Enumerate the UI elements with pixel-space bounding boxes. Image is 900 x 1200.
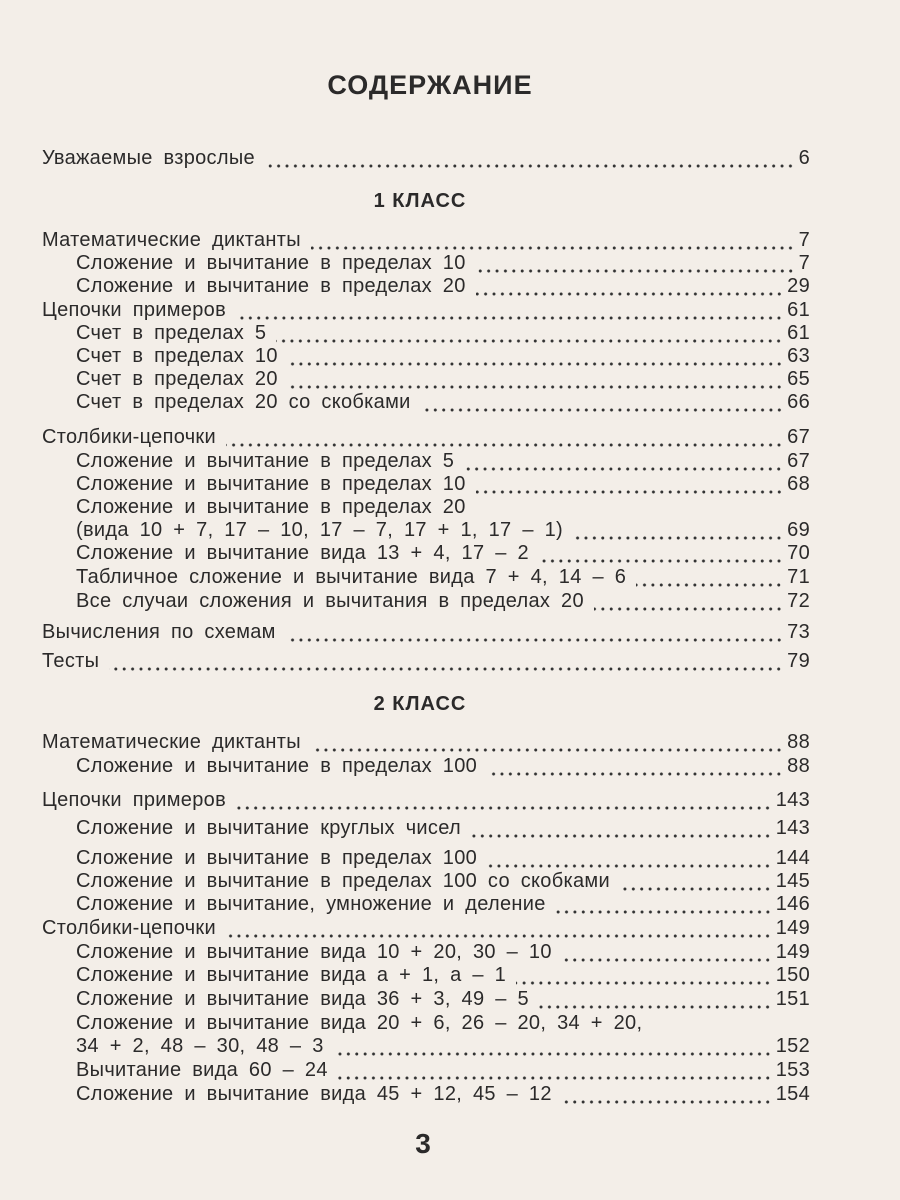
toc-subentry: [76, 344, 810, 368]
leader-dots: [476, 495, 806, 519]
toc-label: Столбики-цепочки: [42, 917, 216, 939]
toc-page: 6: [798, 147, 810, 169]
leader-dots: [562, 940, 772, 964]
toc-subentry: [76, 1058, 810, 1082]
toc-subentry: [76, 816, 810, 840]
leader-dots: [421, 390, 784, 414]
leader-dots: [594, 589, 783, 613]
toc-label: Вычитание вида 60 – 24: [76, 1059, 328, 1081]
toc-label: Сложение и вычитание, умножение и деление: [76, 893, 546, 915]
toc-subentry: [76, 963, 810, 987]
toc-label: Сложение и вычитание в пределах 100: [76, 847, 478, 869]
toc-entry: [42, 425, 810, 449]
leader-dots: [476, 274, 783, 298]
leader-dots: [476, 251, 795, 275]
toc-page: 66: [787, 391, 810, 413]
leader-dots: [487, 754, 783, 778]
leader-dots: [476, 472, 783, 496]
toc-label: Табличное сложение и вычитание вида 7 + 4, 14 – 6: [76, 566, 627, 588]
toc-page: 88: [787, 731, 810, 753]
leader-dots: [487, 846, 772, 870]
toc-label: Уважаемые взрослые: [42, 147, 255, 169]
page-title: СОДЕРЖАНИЕ: [327, 70, 533, 100]
leader-dots: [226, 425, 783, 449]
toc-subentry: [76, 472, 810, 496]
leader-dots: [236, 298, 783, 322]
grade-2-heading: 2 КЛАСС: [373, 693, 467, 715]
toc-subentry: [76, 541, 810, 565]
toc-page: 88: [787, 755, 810, 777]
toc-label: Сложение и вычитание вида 36 + 3, 49 – 5: [76, 988, 529, 1010]
toc-label: Сложение и вычитание в пределах 100: [76, 755, 478, 777]
page-number: 3: [415, 1128, 431, 1159]
toc-subentry: [76, 1082, 810, 1106]
leader-dots: [562, 1082, 772, 1106]
toc-entry: [42, 916, 810, 940]
toc-label: Цепочки примеров: [42, 299, 226, 321]
toc-page: 153: [775, 1059, 810, 1081]
leader-dots: [311, 730, 783, 754]
toc-label: Сложение и вычитание в пределах 10: [76, 473, 466, 495]
toc-page: 61: [787, 299, 810, 321]
toc-label: Сложение и вычитание в пределах 20: [76, 275, 466, 297]
toc-subentry: [76, 892, 810, 916]
toc-label: Сложение и вычитание в пределах 5: [76, 450, 455, 472]
toc-entry: [42, 298, 810, 322]
toc-page: 67: [787, 450, 810, 472]
toc-subentry: [76, 565, 810, 589]
leader-dots: [236, 788, 772, 812]
leader-dots: [464, 449, 783, 473]
toc-label: Счет в пределах 20: [76, 368, 278, 390]
leader-dots: [652, 1011, 806, 1035]
toc-entry: [42, 228, 810, 252]
toc-label: Сложение и вычитание вида а + 1, а – 1: [76, 964, 507, 986]
toc-page: 7: [798, 252, 810, 274]
leader-dots: [573, 518, 783, 542]
toc-page: 150: [775, 964, 810, 986]
toc-page: 154: [775, 1083, 810, 1105]
toc-page: 146: [775, 893, 810, 915]
leader-dots: [539, 987, 772, 1011]
toc-label: Цепочки примеров: [42, 789, 226, 811]
toc-subentry: [76, 940, 810, 964]
leader-dots: [109, 649, 783, 673]
toc-page: 63: [787, 345, 810, 367]
toc-label: Сложение и вычитание в пределах 10: [76, 252, 466, 274]
toc-label: Сложение и вычитание в пределах 100 со скобками: [76, 870, 610, 892]
toc-page: 144: [775, 847, 810, 869]
toc-subentry: [76, 869, 810, 893]
leader-dots: [265, 146, 795, 170]
toc-subentry: [76, 495, 810, 519]
grade-1-heading: 1 КЛАСС: [373, 190, 467, 212]
toc-entry: [42, 620, 810, 644]
toc-entry: [42, 146, 810, 170]
toc-label: Счет в пределах 5: [76, 322, 267, 344]
toc-page: 70: [787, 542, 810, 564]
leader-dots: [338, 1058, 772, 1082]
toc-page: 72: [787, 590, 810, 612]
toc-page: 68: [787, 473, 810, 495]
toc-label: Сложение и вычитание вида 45 + 12, 45 – 12: [76, 1083, 552, 1105]
toc-page: 152: [775, 1035, 810, 1057]
toc-page: 143: [775, 789, 810, 811]
toc-label: Сложение и вычитание вида 20 + 6, 26 – 20, 34 + 20,: [76, 1012, 643, 1034]
toc-subentry: [76, 754, 810, 778]
toc-page: 7: [798, 229, 810, 251]
toc-subentry: [76, 518, 810, 542]
toc-label: Математические диктанты: [42, 229, 301, 251]
toc-label: Сложение и вычитание вида 10 + 20, 30 – 10: [76, 941, 552, 963]
toc-page: 149: [775, 917, 810, 939]
toc-subentry: [76, 987, 810, 1011]
toc-subentry: [76, 274, 810, 298]
toc-page: 61: [787, 322, 810, 344]
toc-label: Сложение и вычитание в пределах 20: [76, 496, 466, 518]
toc-label: Тесты: [42, 650, 100, 672]
toc-label: Счет в пределах 20 со скобками: [76, 391, 411, 413]
leader-dots: [620, 869, 772, 893]
toc-page: 69: [787, 519, 810, 541]
leader-dots: [311, 228, 795, 252]
toc-label: 34 + 2, 48 – 30, 48 – 3: [76, 1035, 324, 1057]
toc-entry: [42, 649, 810, 673]
toc-label: Сложение и вычитание круглых чисел: [76, 817, 461, 839]
leader-dots: [334, 1034, 772, 1058]
toc-label: Вычисления по схемам: [42, 621, 276, 643]
toc-page: 71: [787, 566, 810, 588]
leader-dots: [471, 816, 772, 840]
toc-page: 143: [775, 817, 810, 839]
toc-subentry: [76, 1034, 810, 1058]
toc-subentry: [76, 367, 810, 391]
leader-dots: [286, 620, 783, 644]
toc-subentry: [76, 1011, 810, 1035]
toc-entry: [42, 788, 810, 812]
leader-dots: [539, 541, 783, 565]
toc-subentry: [76, 449, 810, 473]
toc-label: Сложение и вычитание вида 13 + 4, 17 – 2: [76, 542, 529, 564]
toc-subentry: [76, 251, 810, 275]
leader-dots: [516, 963, 772, 987]
toc-label: Математические диктанты: [42, 731, 301, 753]
toc-page: 149: [775, 941, 810, 963]
toc-label: (вида 10 + 7, 17 – 10, 17 – 7, 17 + 1, 17 – 1): [76, 519, 563, 541]
leader-dots: [276, 321, 783, 345]
leader-dots: [556, 892, 772, 916]
toc-entry: [42, 730, 810, 754]
leader-dots: [226, 916, 772, 940]
leader-dots: [288, 344, 783, 368]
toc-page: 65: [787, 368, 810, 390]
leader-dots: [288, 367, 783, 391]
toc-page: 29: [787, 275, 810, 297]
toc-subentry: [76, 321, 810, 345]
leader-dots: [636, 565, 783, 589]
toc-label: Счет в пределах 10: [76, 345, 278, 367]
toc-page: 79: [787, 650, 810, 672]
toc-page: 145: [775, 870, 810, 892]
toc-page: 67: [787, 426, 810, 448]
toc-subentry: [76, 589, 810, 613]
toc-label: Столбики-цепочки: [42, 426, 216, 448]
toc-page: 151: [775, 988, 810, 1010]
toc-subentry: [76, 390, 810, 414]
toc-page: 73: [787, 621, 810, 643]
toc-label: Все случаи сложения и вычитания в пределах 20: [76, 590, 584, 612]
toc-subentry: [76, 846, 810, 870]
